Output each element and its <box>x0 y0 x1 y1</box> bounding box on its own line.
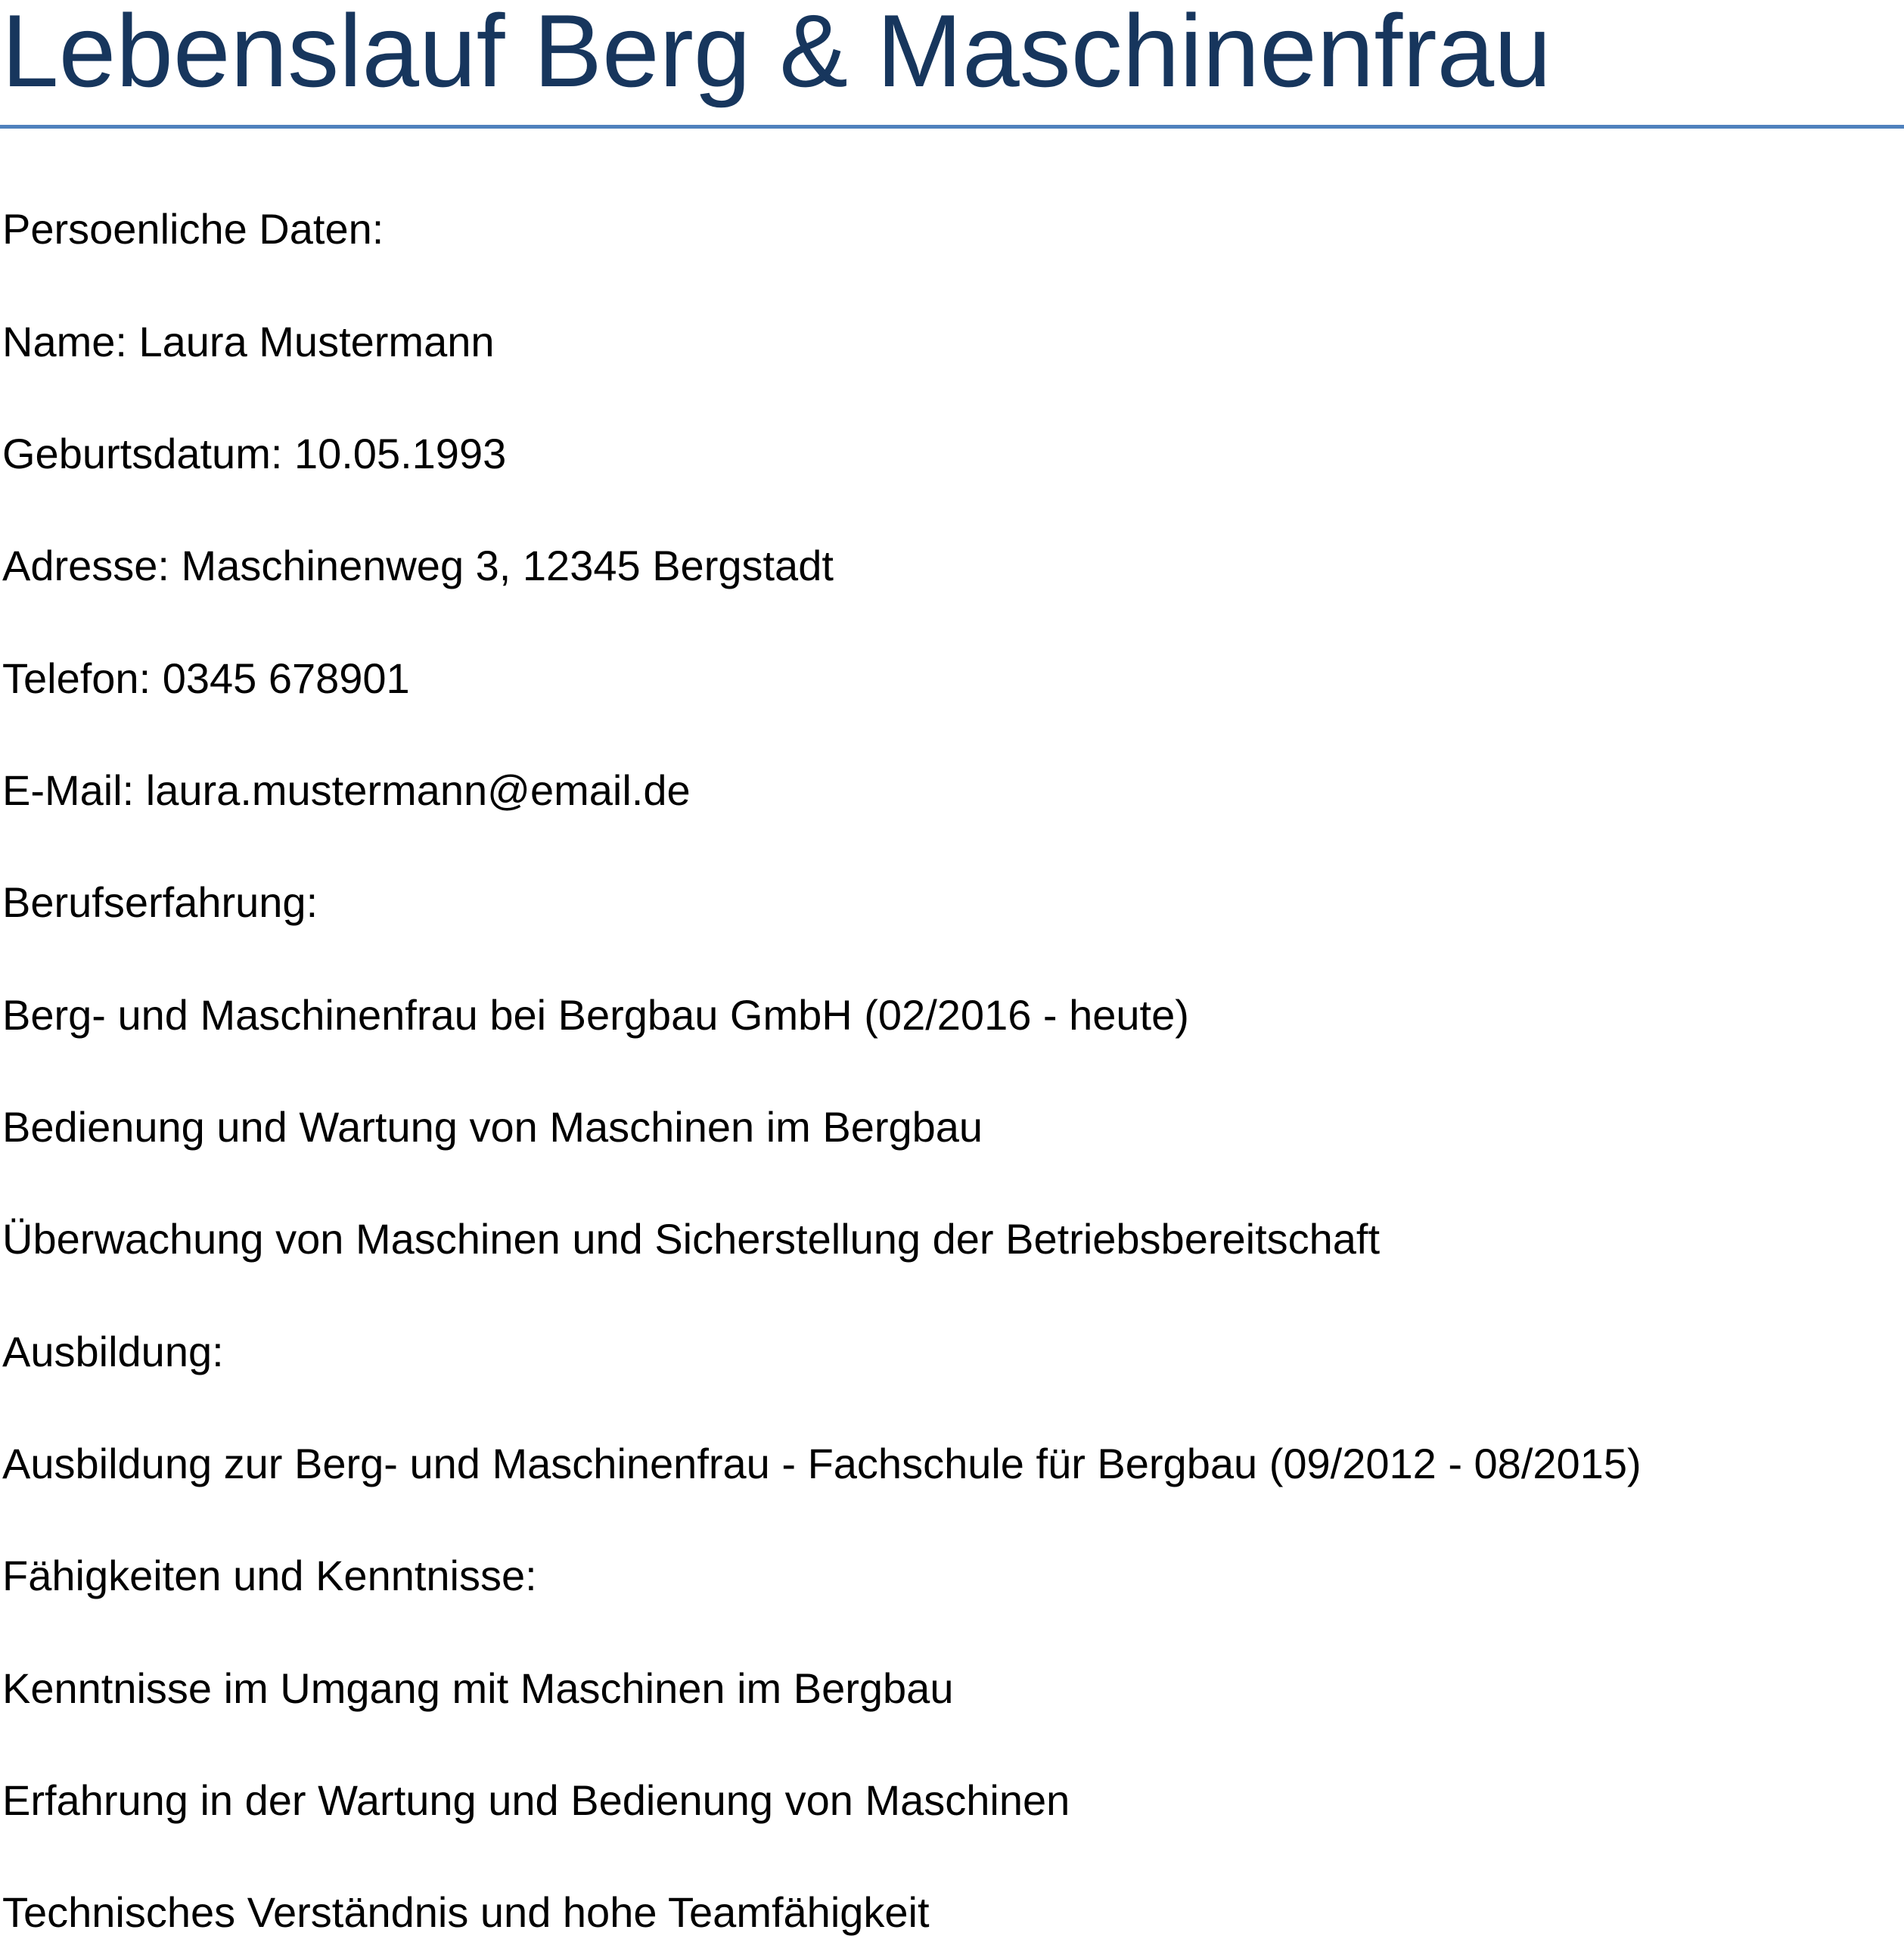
section-heading-education: Ausbildung: <box>2 1328 224 1375</box>
education-entry: Ausbildung zur Berg- und Maschinenfrau - Fachschule für Bergbau (09/2012 - 08/2015) <box>2 1440 1642 1487</box>
experience-position: Berg- und Maschinenfrau bei Bergbau GmbH (02/2016 - heute) <box>2 991 1189 1039</box>
experience-task-1: Bedienung und Wartung von Maschinen im Bergbau <box>2 1103 983 1151</box>
personal-phone: Telefon: 0345 678901 <box>2 654 410 702</box>
experience-task-2: Überwachung von Maschinen und Sicherstellung der Betriebsbereitschaft <box>2 1215 1381 1263</box>
section-heading-personal-data: Persoenliche Daten: <box>2 205 384 253</box>
skill-item-1: Kenntnisse im Umgang mit Maschinen im Bergbau <box>2 1664 954 1712</box>
personal-birthdate: Geburtsdatum: 10.05.1993 <box>2 430 507 477</box>
personal-name: Name: Laura Mustermann <box>2 318 495 365</box>
document-title: Lebenslauf Berg & Maschinenfrau <box>2 0 1551 108</box>
skill-item-2: Erfahrung in der Wartung und Bedienung von Maschinen <box>2 1776 1070 1824</box>
section-heading-experience: Berufserfahrung: <box>2 878 318 926</box>
personal-address: Adresse: Maschinenweg 3, 12345 Bergstadt <box>2 542 834 589</box>
skill-item-3: Technisches Verständnis und hohe Teamfähigkeit <box>2 1888 930 1936</box>
title-underline-divider <box>0 125 1904 129</box>
section-heading-skills: Fähigkeiten und Kenntnisse: <box>2 1552 537 1599</box>
personal-email: E-Mail: laura.mustermann@email.de <box>2 766 691 814</box>
